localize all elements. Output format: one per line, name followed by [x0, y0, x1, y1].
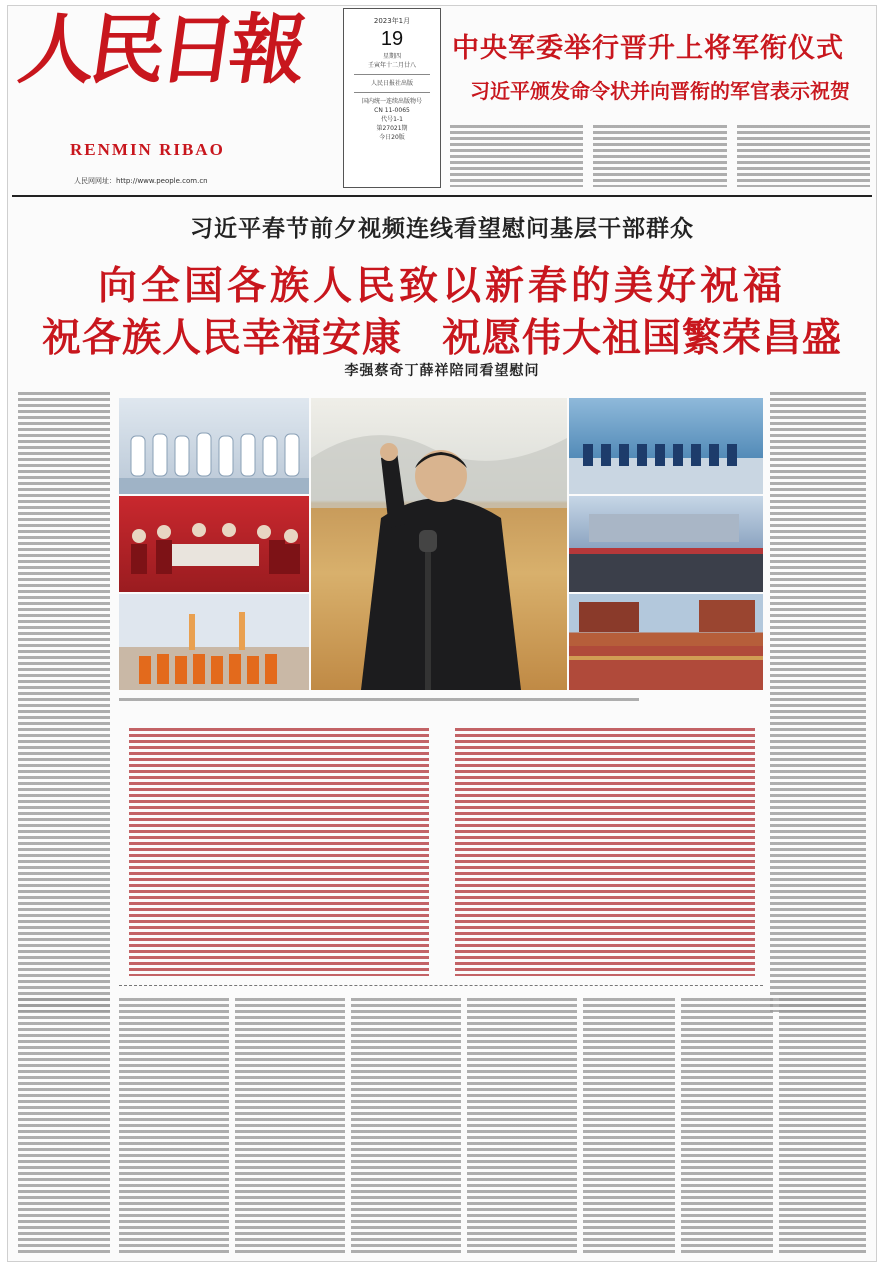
serial-code: CN 11-0065	[374, 107, 410, 114]
date-lunar: 壬寅年十二月廿八	[367, 62, 416, 69]
lead-subtitle: 李强蔡奇丁薛祥陪同看望慰问	[344, 363, 540, 379]
key-points-right	[455, 728, 755, 976]
newspaper-logo	[12, 5, 330, 138]
article-text-col	[583, 998, 675, 1254]
logo-calligraphy: 人民日報	[13, 5, 307, 94]
article-text-col	[779, 998, 866, 1254]
caption-text	[119, 698, 639, 702]
lead-kicker: 习近平春节前夕视频连线看望慰问基层干部群众	[190, 216, 694, 242]
date-box	[343, 8, 441, 188]
date-day: 19	[380, 28, 404, 50]
article-text-col	[235, 998, 345, 1254]
issue-number: 第27021期	[376, 125, 408, 132]
photo-figures	[569, 398, 763, 494]
article-text-left	[18, 392, 110, 1012]
article-text-col	[467, 998, 577, 1254]
photo-workers-orange	[119, 594, 309, 690]
portrait-figure	[311, 398, 567, 690]
photo-caption	[119, 698, 763, 702]
text-column	[593, 125, 726, 187]
page-count: 今日20版	[379, 134, 405, 141]
article-text-col	[351, 998, 461, 1254]
photo-formation-blue	[569, 398, 763, 494]
article-text-col	[18, 998, 110, 1254]
date-weekday: 星期四	[382, 53, 401, 60]
top-story-headline: 中央军委举行晋升上将军衔仪式	[452, 33, 844, 64]
photo-festive-gathering	[119, 496, 309, 592]
key-points-left	[129, 728, 429, 976]
date-year-month: 2023年1月	[373, 17, 411, 25]
text-column	[450, 125, 583, 187]
photo-figures	[119, 496, 309, 592]
article-text-right	[770, 392, 866, 1012]
photo-figures	[569, 594, 763, 690]
article-text-col	[119, 998, 229, 1254]
logo-pinyin: RENMIN RIBAO	[70, 140, 225, 159]
website-line: 人民网网址：http://www.people.com.cn	[74, 177, 208, 185]
text-column	[737, 125, 870, 187]
article-text-col	[681, 998, 773, 1254]
serial-code: 国内统一连续出版物号	[361, 98, 422, 105]
photo-main-portrait	[311, 398, 567, 690]
photo-figures	[569, 496, 763, 592]
top-story-body	[450, 125, 870, 189]
date-divider	[354, 92, 430, 93]
key-points-box	[119, 728, 763, 978]
lead-headline-1: 向全国各族人民致以新春的美好祝福	[97, 264, 786, 309]
date-divider	[354, 74, 430, 75]
photo-ethnic-crowd	[569, 594, 763, 690]
photo-crowd-plaza	[569, 496, 763, 592]
photo-figures	[119, 594, 309, 690]
photo-figures	[119, 398, 309, 494]
publisher-line: 人民日报社出版	[370, 80, 413, 87]
section-divider	[119, 985, 763, 986]
lead-headline-2: 祝各族人民幸福安康 祝愿伟大祖国繁荣昌盛	[41, 316, 842, 361]
serial-code: 代号1-1	[381, 116, 403, 123]
top-story-subheadline: 习近平颁发命令状并向晋衔的军官表示祝贺	[470, 79, 850, 103]
masthead-rule	[12, 195, 872, 197]
photo-medical-staff	[119, 398, 309, 494]
